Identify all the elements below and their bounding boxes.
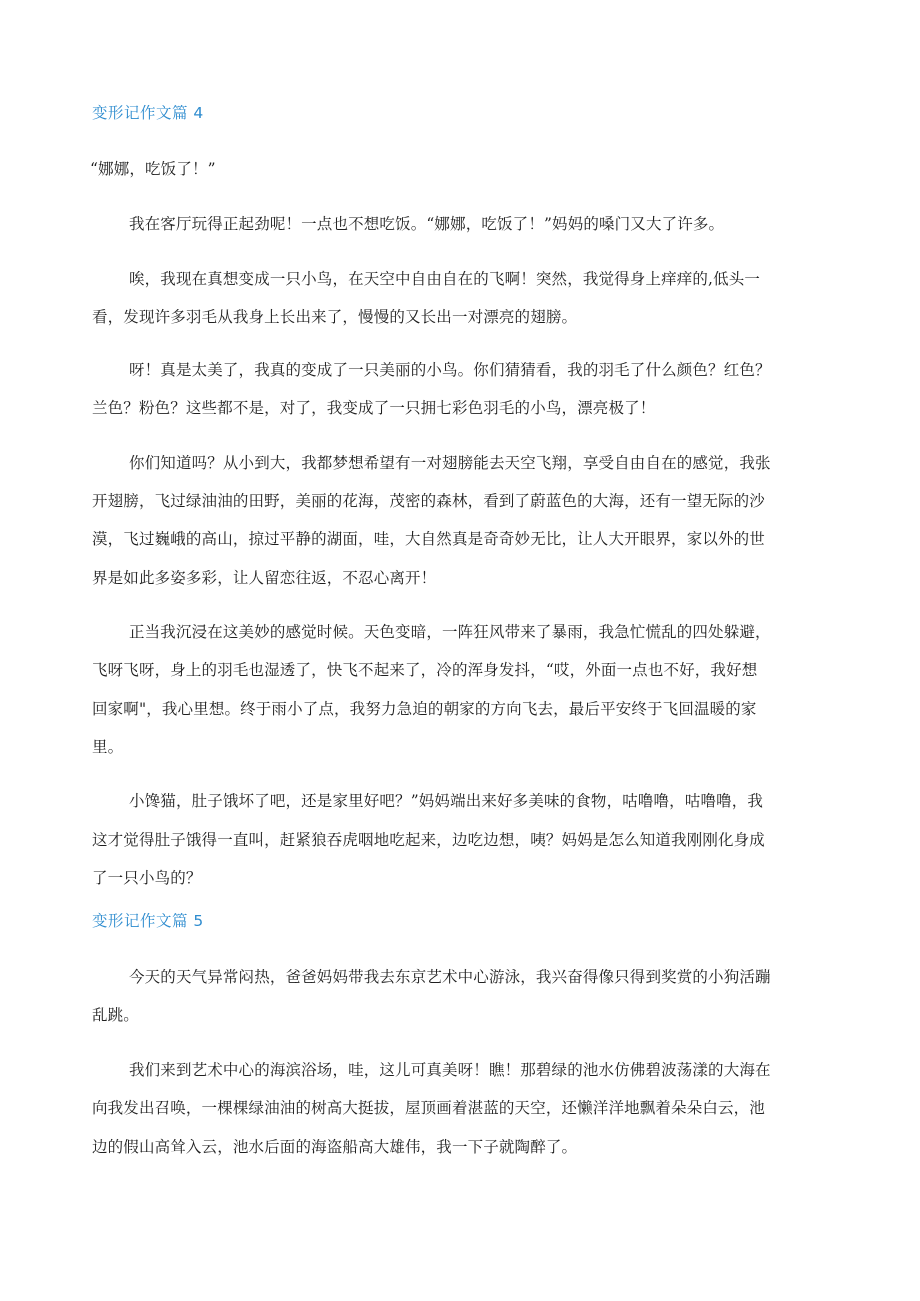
- paragraph-line: 这才觉得肚子饿得一直叫，赶紧狼吞虎咽地吃起来，边吃边想，咦？妈妈是怎么知道我刚刚化身成: [92, 831, 765, 849]
- paragraph-line: 边的假山高耸入云，池水后面的海盗船高大雄伟，我一下子就陶醉了。: [92, 1138, 578, 1156]
- paragraph-line: 小馋猫，肚子饿坏了吧，还是家里好吧？”妈妈端出来好多美味的食物，咕噜噜，咕噜噜，我: [129, 792, 764, 810]
- paragraph-line: 向我发出召唤，一棵棵绿油油的树高大挺拔，屋顶画着湛蓝的天空，还懒洋洋地飘着朵朵白云，池: [92, 1099, 765, 1117]
- paragraph-line: 你们知道吗？从小到大，我都梦想希望有一对翅膀能去天空飞翔，享受自由自在的感觉，我张: [129, 454, 771, 472]
- paragraph-line: 看，发现许多羽毛从我身上长出来了，慢慢的又长出一对漂亮的翅膀。: [92, 308, 578, 326]
- paragraph-line: 我在客厅玩得正起劲呢！一点也不想吃饭。“娜娜，吃饭了！”妈妈的嗓门又大了许多。: [129, 215, 725, 233]
- paragraph-line: 开翅膀，飞过绿油油的田野，美丽的花海，茂密的森林，看到了蔚蓝色的大海，还有一望无际的沙: [92, 492, 765, 510]
- paragraph-line: 飞呀飞呀，身上的羽毛也湿透了，快飞不起来了，冷的浑身发抖，“哎，外面一点也不好，我好想: [92, 661, 758, 679]
- paragraph-line: 回家啊"，我心里想。终于雨小了点，我努力急迫的朝家的方向飞去，最后平安终于飞回温暖的家: [92, 700, 757, 718]
- paragraph-line: 乱跳。: [92, 1006, 139, 1024]
- section-heading: 变形记作文篇 5: [92, 912, 204, 930]
- paragraph-line: 正当我沉浸在这美妙的感觉时候。天色变暗，一阵狂风带来了暴雨，我急忙慌乱的四处躲避，: [129, 623, 771, 641]
- paragraph-line: 呀！真是太美了，我真的变成了一只美丽的小鸟。你们猜猜看，我的羽毛了什么颜色？红色？: [129, 361, 771, 379]
- paragraph-line: 漠，飞过巍峨的高山，掠过平静的湖面，哇，大自然真是奇奇妙无比，让人大开眼界，家以外的世: [92, 530, 765, 548]
- paragraph-line: 了一只小鸟的？: [92, 869, 202, 887]
- section-heading: 变形记作文篇 4: [92, 104, 204, 122]
- paragraph-line: “娜娜，吃饭了！”: [90, 160, 216, 178]
- paragraph-line: 我们来到艺术中心的海滨浴场，哇，这儿可真美呀！瞧！那碧绿的池水仿佛碧波荡漾的大海在: [129, 1061, 771, 1079]
- paragraph-line: 界是如此多姿多彩，让人留恋往返，不忍心离开！: [92, 569, 437, 587]
- paragraph-line: 兰色？粉色？这些都不是，对了，我变成了一只拥七彩色羽毛的小鸟，漂亮极了！: [92, 399, 656, 417]
- paragraph-line: 里。: [92, 738, 124, 756]
- paragraph-line: 今天的天气异常闷热，爸爸妈妈带我去东京艺术中心游泳，我兴奋得像只得到奖赏的小狗活蹦: [129, 968, 771, 986]
- paragraph-line: 唉，我现在真想变成一只小鸟，在天空中自由自在的飞啊！突然，我觉得身上痒痒的,低头一: [129, 270, 761, 288]
